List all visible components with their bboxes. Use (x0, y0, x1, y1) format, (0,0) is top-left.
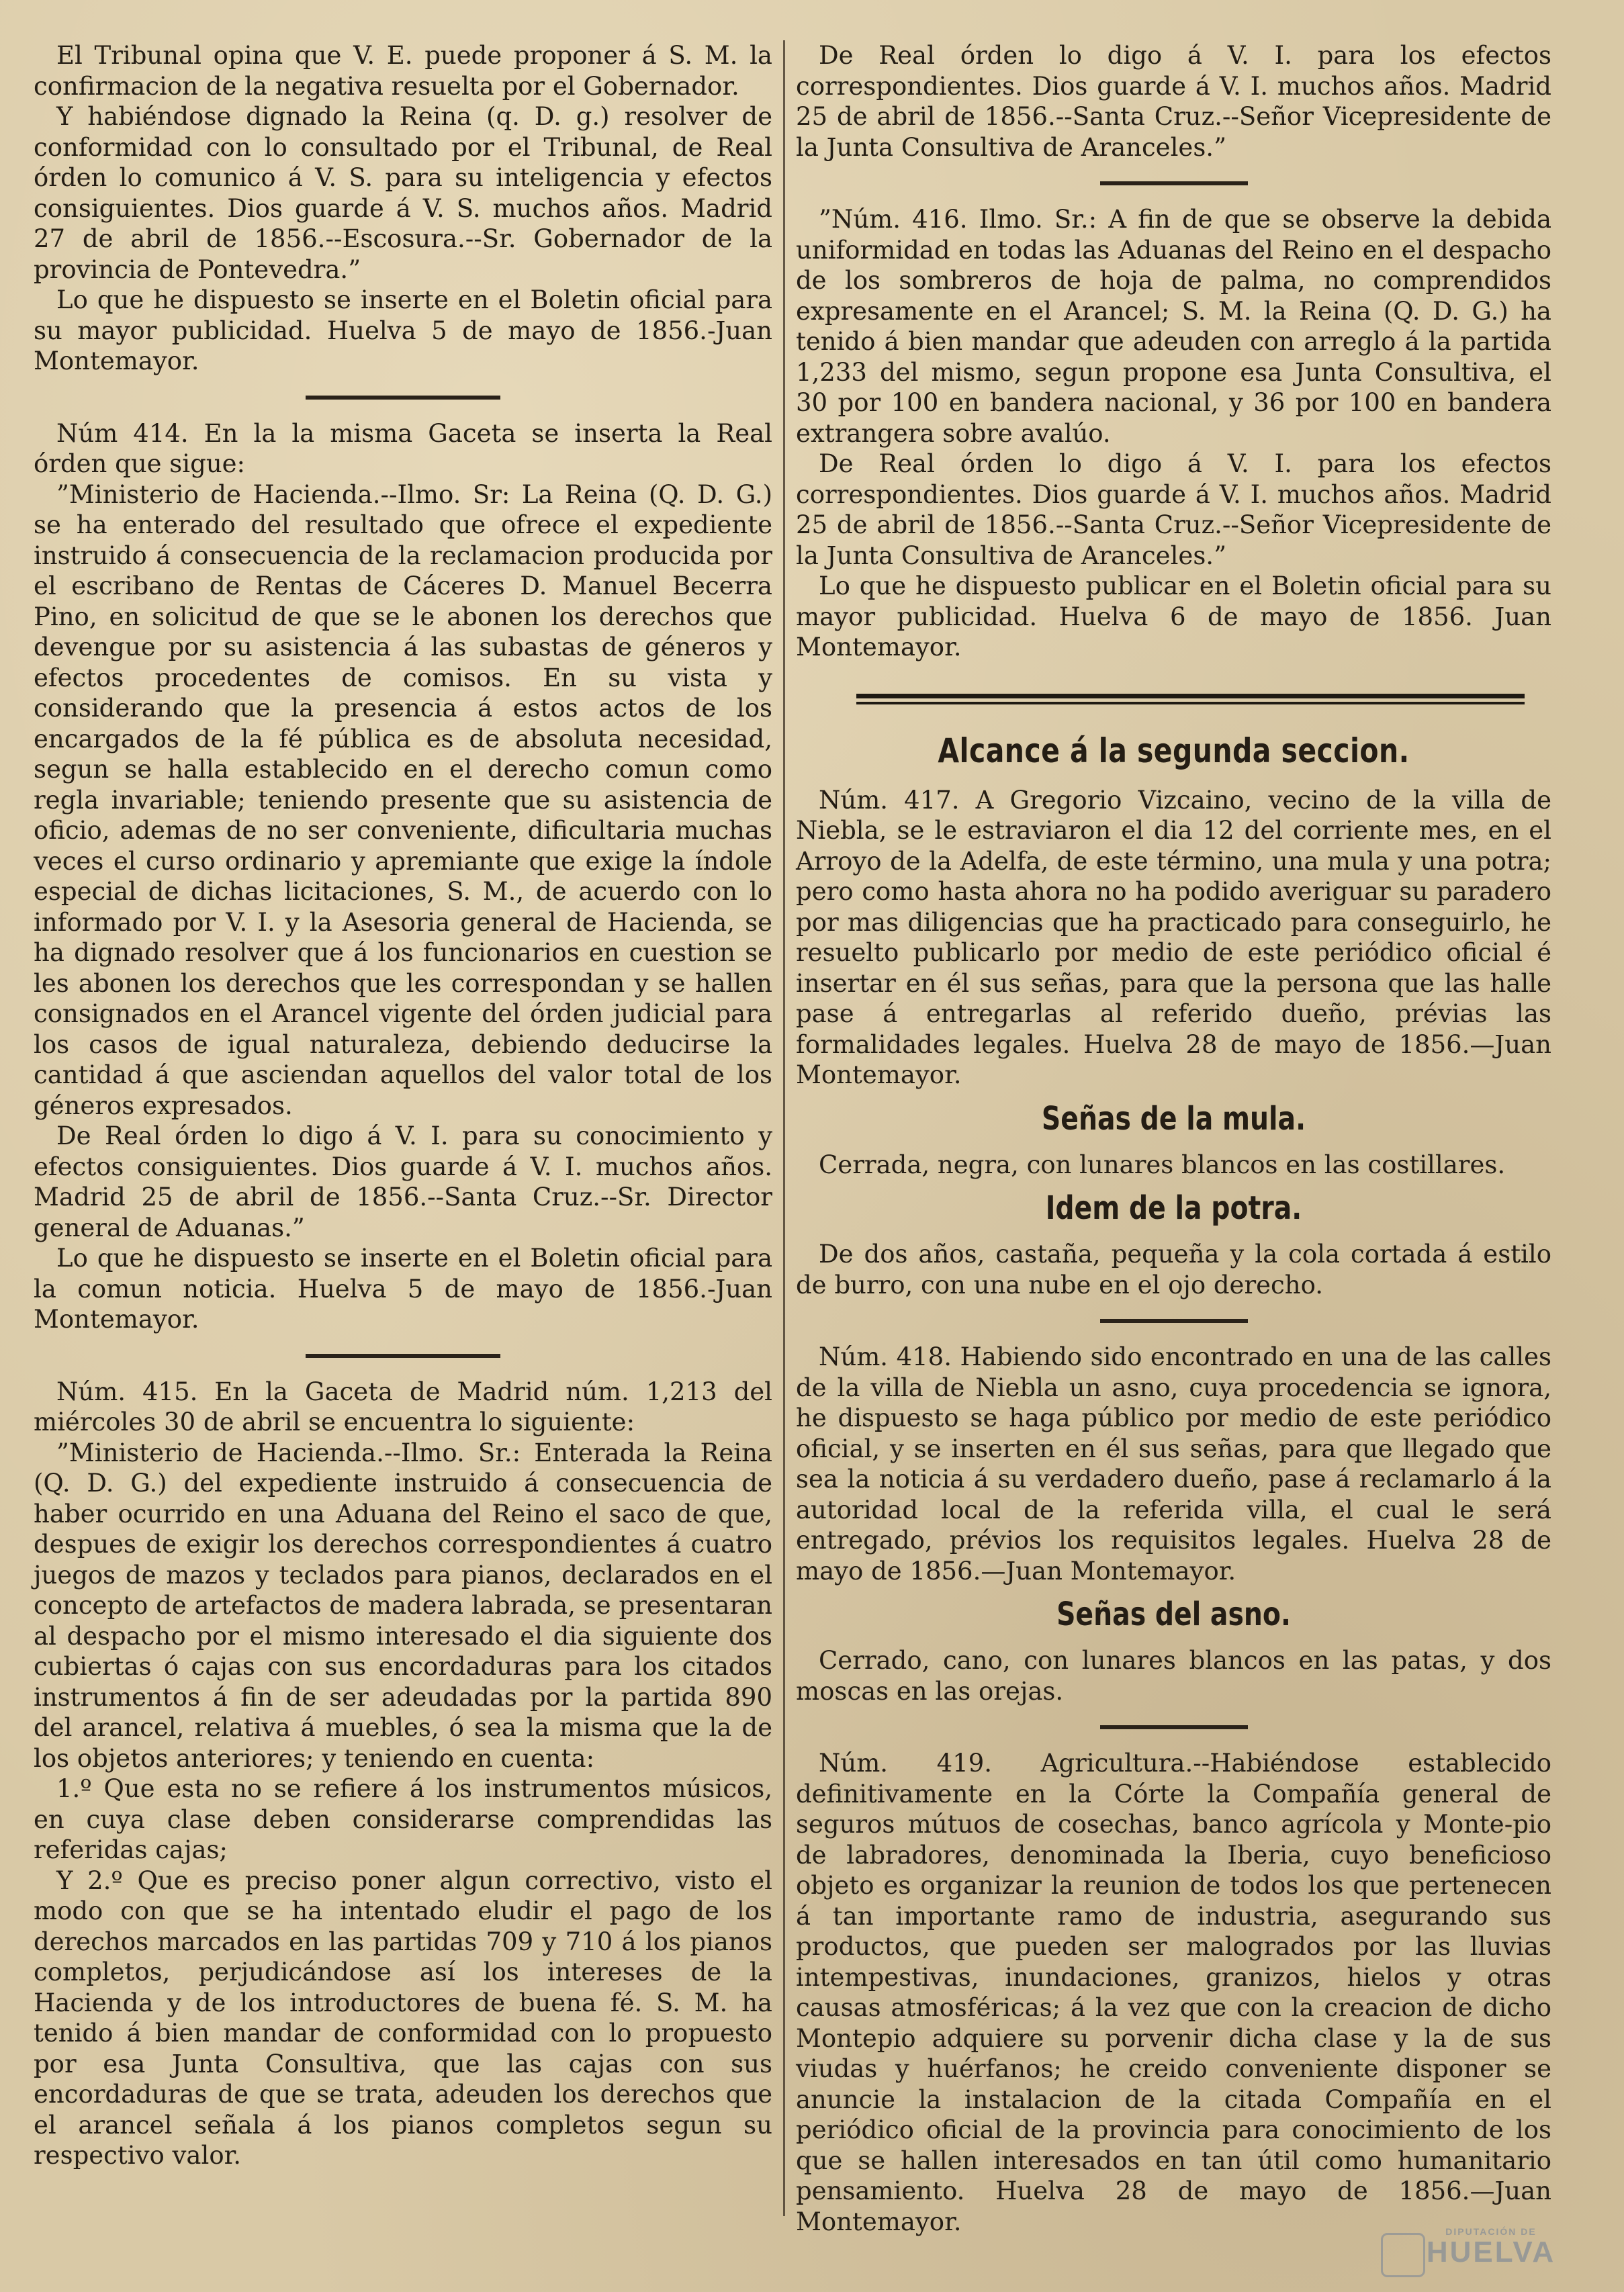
separator-rule (306, 1354, 500, 1358)
separator-rule (1100, 181, 1248, 185)
subheading-asno: Señas del asno. (1056, 1596, 1291, 1633)
paragraph: Lo que he dispuesto se inserte en el Boletin oficial para la comun noticia. Huelva 5 de mayo de 1856.-Juan Montemayor. (34, 1244, 772, 1334)
notice-419: Núm. 419. Agricultura.--Habiéndose establecido definitivamente en la Córte la Compañía general de seguros mútuos de cosechas, banco agrícola y Monte-pio de labradores, denominada la Iberia, cuyo beneficioso objeto es organizar la reunion de todos los que pertenecen á tan importante ramo de industria, asegurando sus productos, que pueden ser malogrados por las lluvias intempestivas, inundaciones, granizos, hielos y otras causas atmosféricas; á la vez que con la creacion de dicho Montepio adquiere su porvenir dicha clase y la de sus viudas y huérfanos; he creido conveniente disponer se anuncie la instalacion de la citada Compañía en el periódico oficial de la provincia para conocimiento de los que se hallen interesados en tan útil como humanitario pensamiento. Huelva 28 de mayo de 1856.—Juan Montemayor. (796, 1749, 1551, 2236)
column-divider (783, 40, 785, 2216)
archive-watermark (1384, 2226, 1598, 2280)
paragraph: De dos años, castaña, pequeña y la cola cortada á estilo de burro, con una nube en el ojo derecho. (796, 1240, 1551, 1299)
notice-415-intro: Núm. 415. En la Gaceta de Madrid núm. 1,213 del miércoles 30 de abril se encuentra lo siguiente: (34, 1377, 772, 1436)
separator-rule (306, 396, 500, 400)
paragraph: ”Ministerio de Hacienda.--Ilmo. Sr: La Reina (Q. D. G.) se ha enterado del resultado que ofrece el expediente instruido á consecuencia de la reclamacion producida por el escribano de Rentas de Cáceres D. Manuel Becerra Pino, en solicitud de que se le abonen los derechos que devengue por su asistencia á las subastas de géneros y efectos procedentes de comisos. En su vista y considerando que la presencia á estos actos de los encargados de la fé pública es de absoluta necesidad, segun se halla establecido en el derecho comun como regla invariable; teniendo presente que su asistencia de oficio, ademas de no ser conveniente, dificultaria muchas veces el curso ordinario y apremiante que exige la índole especial de dichas licitaciones, S. M., de acuerdo con lo informado por V. I. y la Asesoria general de Hacienda, se ha dignado resolver que á los funcionarios en cuestion se les abonen los derechos que les correspondan y se hallen consignados en el Arancel vigente del órden judicial para los casos de igual naturaleza, debiendo deducirse la cantidad á que asciendan aquellos del valor total de los géneros expresados. (34, 479, 772, 1120)
paragraph: Y 2.º Que es preciso poner algun correctivo, visto el modo con que se ha intentado eludir el pago de los derechos marcados en las partidas 709 y 710 á los pianos completos, perjudicándose así los intereses de la Hacienda y de los introductores de buena fé. S. M. ha tenido á bien mandar de conformidad con lo propuesto por esa Junta Consultiva, que las cajas con sus encordaduras de que se trata, adeuden los derechos que el arancel señala á los pianos completos segun su respectivo valor. (34, 1866, 772, 2170)
paragraph: Lo que he dispuesto publicar en el Boletin oficial para su mayor publicidad. Huelva 6 de mayo de 1856. Juan Montemayor. (796, 571, 1551, 661)
paragraph: Cerrado, cano, con lunares blancos en las patas, y dos moscas en las orejas. (796, 1646, 1551, 1706)
paragraph: Y habiéndose dignado la Reina (q. D. g.) resolver de conformidad con lo consultado por el Tribunal, de Real órden lo comunico á V. S. para su inteligencia y efectos consiguientes. Dios guarde á V. S. muchos años. Madrid 27 de abril de 1856.--Escosura.--Sr. Gobernador de la provincia de Pontevedra.” (34, 102, 772, 284)
separator-rule (1100, 1319, 1248, 1323)
paragraph: Lo que he dispuesto se inserte en el Boletin oficial para su mayor publicidad. Huelva 5 de mayo de 1856.-Juan Montemayor. (34, 285, 772, 375)
notice-418: Núm. 418. Habiendo sido encontrado en una de las calles de la villa de Niebla un asno, cuya procedencia se ignora, he dispuesto se haga público por medio de este periódico oficial, y se inserten en él sus señas, para que llegado que sea la noticia á su verdadero dueño, pase á reclamarlo á la autoridad local de la referida villa, el cual le será entregado, prévios los requisitos legales. Huelva 28 de mayo de 1856.—Juan Montemayor. (796, 1342, 1551, 1586)
left-column (34, 40, 772, 2171)
subheading-potra: Idem de la potra. (1045, 1189, 1302, 1227)
paragraph: Cerrada, negra, con lunares blancos en las costillares. (819, 1150, 1506, 1179)
paragraph: De Real órden lo digo á V. I. para los efectos correspondientes. Dios guarde á V. I. muchos años. Madrid 25 de abril de 1856.--Santa Cruz.--Señor Vicepresidente de la Junta Consultiva de Aranceles.” (796, 41, 1551, 162)
section-double-rule (796, 694, 1551, 704)
right-column (796, 40, 1551, 2237)
paragraph: ”Ministerio de Hacienda.--Ilmo. Sr.: Enterada la Reina (Q. D. G.) del expediente instruido á consecuencia de haber ocurrido en una Aduana del Reino el saco de que, despues de exigir los derechos correspondientes á cuatro juegos de mazos y teclados para pianos, declarados en el concepto de artefactos de madera labrada, se presentaran al despacho por el mismo interesado el dia siguiente dos cubiertas ó cajas con sus encordaduras para los citados instrumentos á fin de ser adeudadas por la partida 890 del arancel, relativa á muebles, ó sea la misma que la de los objetos anteriores; y teniendo en cuenta: (34, 1438, 772, 1773)
subheading-mula: Señas de la mula. (1041, 1099, 1306, 1138)
watermark-bottom-text: HUELVA (1426, 2236, 1556, 2268)
paragraph: El Tribunal opina que V. E. puede proponer á S. M. la confirmacion de la negativa resuelta por el Gobernador. (34, 41, 772, 101)
emblem-icon (1381, 2233, 1425, 2277)
notice-414-intro: Núm 414. En la la misma Gaceta se inserta la Real órden que sigue: (34, 418, 772, 478)
notice-416: ”Núm. 416. Ilmo. Sr.: A fin de que se observe la debida uniformidad en todas las Aduanas del Reino en el despacho de los sombreros de hoja de palma, no comprendidos expresamente en el Arancel; S. M. la Reina (Q. D. G.) ha tenido á bien mandar que adeuden con arreglo á la partida 1,233 del mismo, segun propone esa Junta Consultiva, el 30 por 100 en bandera nacional, y 36 por 100 en bandera extrangera sobre avalúo. (796, 205, 1551, 448)
paragraph: De Real órden lo digo á V. I. para los efectos correspondientes. Dios guarde á V. I. muchos años. Madrid 25 de abril de 1856.--Santa Cruz.--Señor Vicepresidente de la Junta Consultiva de Aranceles.” (796, 449, 1551, 570)
notice-417: Núm. 417. A Gregorio Vizcaino, vecino de la villa de Niebla, se le estraviaron el dia 12 del corriente mes, en el Arroyo de la Adelfa, de este término, una mula y una potra; pero como hasta ahora no ha podido averiguar su paradero por mas diligencias que ha practicado para conseguirlo, he resuelto publicarlo por medio de este periódico oficial é insertar en él sus señas, para que la persona que las halle pase á entregarlas al referido dueño, prévias las formalidades legales. Huelva 28 de mayo de 1856.—Juan Montemayor. (796, 785, 1551, 1089)
section-heading: Alcance á la segunda seccion. (938, 731, 1410, 770)
separator-rule (1100, 1725, 1248, 1729)
paragraph: 1.º Que esta no se refiere á los instrumentos músicos, en cuya clase deben considerarse comprendidas las referidas cajas; (34, 1774, 772, 1864)
paragraph: De Real órden lo digo á V. I. para su conocimiento y efectos consiguientes. Dios guarde á V. I. muchos años. Madrid 25 de abril de 1856.--Santa Cruz.--Sr. Director general de Aduanas.” (34, 1121, 772, 1242)
watermark-top-text: DIPUTACIÓN DE (1445, 2226, 1537, 2237)
